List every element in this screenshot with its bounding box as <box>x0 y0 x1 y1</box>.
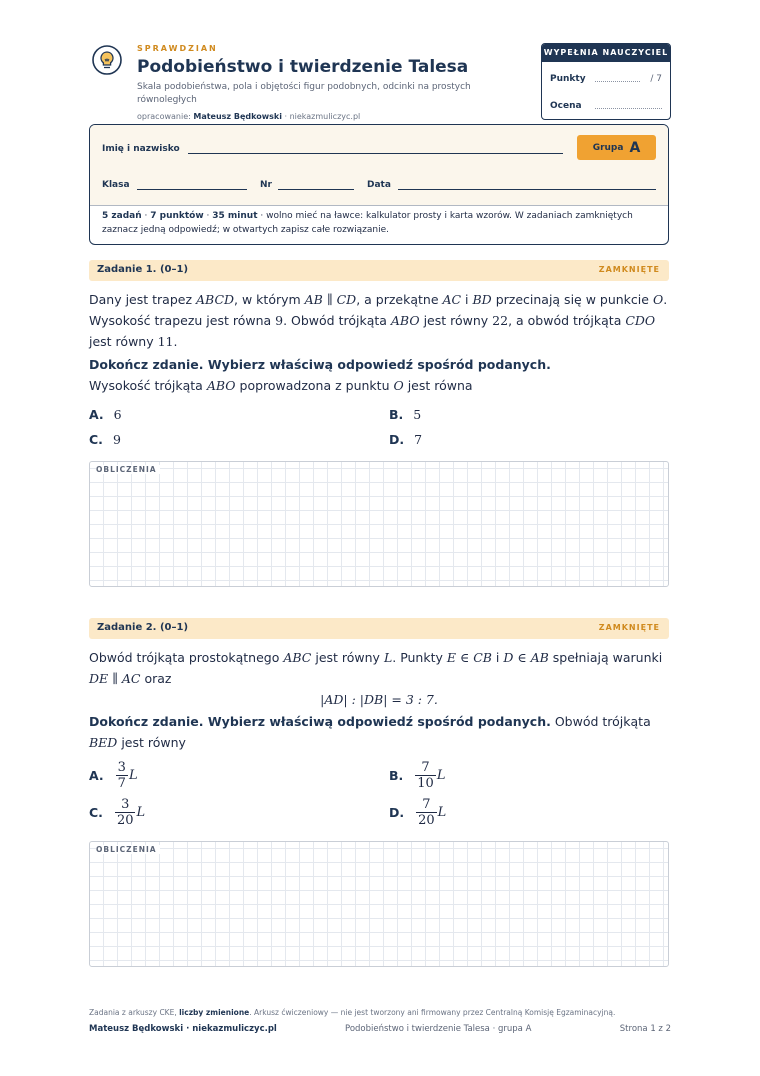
task-2-option-b[interactable] <box>389 760 445 791</box>
math-run: BD <box>472 292 492 307</box>
info-points: 7 punktów <box>150 211 204 221</box>
grade-label: Ocena <box>550 101 582 111</box>
text-run: oraz <box>140 671 172 686</box>
option-letter: A. <box>89 407 104 422</box>
fraction-denominator: 7 <box>117 776 126 791</box>
text-run: przecinają się w punkcie <box>491 292 653 307</box>
credit-author: Mateusz Będkowski <box>193 112 282 121</box>
task-2-type: ZAMKNIĘTE <box>598 623 660 632</box>
group-letter: A <box>629 139 641 156</box>
task-1-option-c[interactable] <box>89 432 121 447</box>
points-max: / 7 <box>650 74 662 84</box>
option-letter: D. <box>389 805 405 820</box>
fraction-denominator: 10 <box>417 776 434 791</box>
text-run: jest równy <box>89 334 158 349</box>
page-number: Strona 1 z 2 <box>619 1024 671 1034</box>
name-field[interactable] <box>188 153 563 154</box>
task-2-header <box>89 618 669 639</box>
math-run: ABO <box>390 313 420 328</box>
text-run: jest równa <box>403 378 473 393</box>
class-field[interactable] <box>137 189 247 190</box>
text-run: Dany jest trapez <box>89 292 196 307</box>
work-area-label: OBLICZENIA <box>96 845 160 854</box>
credit-site: · niekazmuliczyc.pl <box>281 112 361 121</box>
math-run: O <box>652 292 664 307</box>
fraction-denominator: 20 <box>116 813 134 828</box>
math-run: ABC <box>283 650 312 665</box>
text-run: i <box>491 650 504 665</box>
task-1-header <box>89 260 669 281</box>
text-run: , a obwód trójkąta <box>508 313 626 328</box>
page-title: Podobieństwo i twierdzenie Talesa <box>137 57 469 77</box>
option-fraction <box>416 797 437 828</box>
math-run: L <box>383 650 393 665</box>
option-value: 5 <box>413 407 422 422</box>
text-run: . <box>173 334 178 349</box>
text-run: i <box>461 292 473 307</box>
fraction-numerator: 7 <box>415 760 436 776</box>
option-fraction <box>115 797 136 828</box>
fraction-numerator: 7 <box>416 797 437 813</box>
instruction-text: Dokończ zdanie. Wybierz właściwą odpowiedź spośród podanych. <box>89 714 551 729</box>
math-run: DE ∥ AC <box>89 671 141 686</box>
teacher-box <box>541 43 671 120</box>
exam-info <box>102 209 658 237</box>
task-1-question <box>89 375 674 396</box>
math-run: 22 <box>492 313 509 328</box>
points-field[interactable] <box>595 81 640 82</box>
nr-label: Nr <box>260 180 272 190</box>
card-divider <box>90 205 668 206</box>
math-run: CDO <box>625 313 656 328</box>
text-run: . Obwód trójkąta <box>283 313 391 328</box>
class-label: Klasa <box>102 180 130 190</box>
task-2-title: Zadanie 2. (0–1) <box>97 622 189 633</box>
group-label: Grupa <box>592 142 624 153</box>
task-1-option-d[interactable] <box>389 432 422 447</box>
option-variable: L <box>136 805 146 820</box>
text-run: Obwód trójkąta <box>550 714 651 729</box>
task-1-work-area[interactable] <box>89 461 669 587</box>
info-sep: · <box>203 211 213 221</box>
option-letter: C. <box>89 805 103 820</box>
text-run: , a przekątne <box>356 292 443 307</box>
math-run: 11 <box>157 334 174 349</box>
lightbulb-icon <box>91 44 123 76</box>
grade-field[interactable] <box>595 108 662 109</box>
math-run: BED <box>89 735 118 750</box>
footer-note-prefix: Zadania z arkuszy CKE, <box>89 1008 180 1017</box>
footer-note-bold: liczby zmienione <box>179 1008 250 1017</box>
work-area-label: OBLICZENIA <box>96 465 160 474</box>
points-row <box>550 74 662 84</box>
text-run: , w którym <box>234 292 305 307</box>
page-subtitle: Skala podobieństwa, pola i objętości figur podobnych, odcinki na prostych równoległych <box>137 82 471 105</box>
kicker: SPRAWDZIAN <box>137 44 218 53</box>
task-1-option-b[interactable] <box>389 407 421 422</box>
task-1-instruction <box>89 354 674 375</box>
math-run: AB ∥ CD <box>304 292 357 307</box>
text-run: jest równy <box>117 735 186 750</box>
option-letter: A. <box>89 768 104 783</box>
footer-note <box>89 1008 615 1017</box>
text-run: . Wysokość trapezu jest równa <box>89 292 668 328</box>
points-label: Punkty <box>550 74 586 84</box>
task-2-instruction <box>89 711 674 753</box>
fraction-numerator: 3 <box>117 760 126 775</box>
fraction-numerator: 3 <box>115 797 136 813</box>
task-2-text <box>89 647 674 689</box>
grade-row <box>550 101 662 111</box>
info-time: 35 minut <box>212 211 258 221</box>
option-letter: D. <box>389 432 405 447</box>
date-label: Data <box>367 180 391 190</box>
display-formula: |AD| : |DB| = 3 : 7. <box>320 692 438 707</box>
text-run: Wysokość trójkąta <box>89 378 207 393</box>
math-run: E ∈ CB <box>446 650 492 665</box>
option-value: 6 <box>113 407 122 422</box>
math-run: ABO <box>206 378 236 393</box>
student-card <box>89 124 669 245</box>
option-letter: B. <box>389 768 404 783</box>
teacher-box-heading: WYPEŁNIA NAUCZYCIEL <box>542 44 670 62</box>
fraction-denominator: 20 <box>418 813 435 828</box>
text-run: . Punkty <box>392 650 447 665</box>
text-run: Obwód trójkąta prostokątnego <box>89 650 284 665</box>
option-value: 7 <box>414 432 423 447</box>
text-run: spełniają warunki <box>548 650 663 665</box>
option-variable: L <box>437 805 447 820</box>
math-run: O <box>393 378 404 393</box>
nr-field[interactable] <box>278 189 354 190</box>
math-run: D ∈ AB <box>503 650 549 665</box>
math-run: 9 <box>275 313 284 328</box>
footer-title: Podobieństwo i twierdzenie Talesa · grupa A <box>345 1024 532 1034</box>
text-run: poprowadzona z punktu <box>235 378 394 393</box>
date-field[interactable] <box>398 189 656 190</box>
task-1-option-a[interactable] <box>89 407 122 422</box>
text-run: jest równy <box>311 650 384 665</box>
option-letter: B. <box>389 407 404 422</box>
option-fraction <box>415 760 436 791</box>
info-sep: · <box>141 211 151 221</box>
info-rules: · wolno mieć na ławce: kalkulator prosty i karta wzorów. W zadaniach zamkniętych zaznacz jedną odpowiedź; w otwartych zapisz całe rozwiązanie. <box>102 211 633 235</box>
footer-note-rest: . Arkusz ćwiczeniowy — nie jest tworzony ani firmowany przez Centralną Komisję Egzaminacyjną. <box>249 1008 616 1017</box>
task-2-option-a[interactable] <box>89 760 138 791</box>
name-label: Imię i nazwisko <box>102 144 180 154</box>
task-1-type: ZAMKNIĘTE <box>598 265 660 274</box>
credit-line <box>137 112 360 121</box>
task-1-text <box>89 289 674 352</box>
math-run: AC <box>442 292 462 307</box>
task-2-formula <box>89 689 669 710</box>
info-tasks: 5 zadań <box>102 211 142 221</box>
option-fraction <box>116 760 128 791</box>
footer-author: Mateusz Będkowski · niekazmuliczyc.pl <box>89 1024 277 1034</box>
task-1-title: Zadanie 1. (0–1) <box>97 264 189 275</box>
instruction-text: Dokończ zdanie. Wybierz właściwą odpowiedź spośród podanych. <box>89 357 551 372</box>
group-badge <box>577 135 656 160</box>
option-variable: L <box>128 768 138 783</box>
task-2-work-area[interactable] <box>89 841 669 967</box>
math-run: ABCD <box>196 292 235 307</box>
task-2-option-c[interactable] <box>89 797 145 828</box>
option-value: 9 <box>112 432 121 447</box>
option-variable: L <box>436 768 446 783</box>
text-run: jest równy <box>419 313 493 328</box>
option-letter: C. <box>89 432 103 447</box>
task-2-option-d[interactable] <box>389 797 446 828</box>
credit-prefix: opracowanie: <box>137 112 194 121</box>
